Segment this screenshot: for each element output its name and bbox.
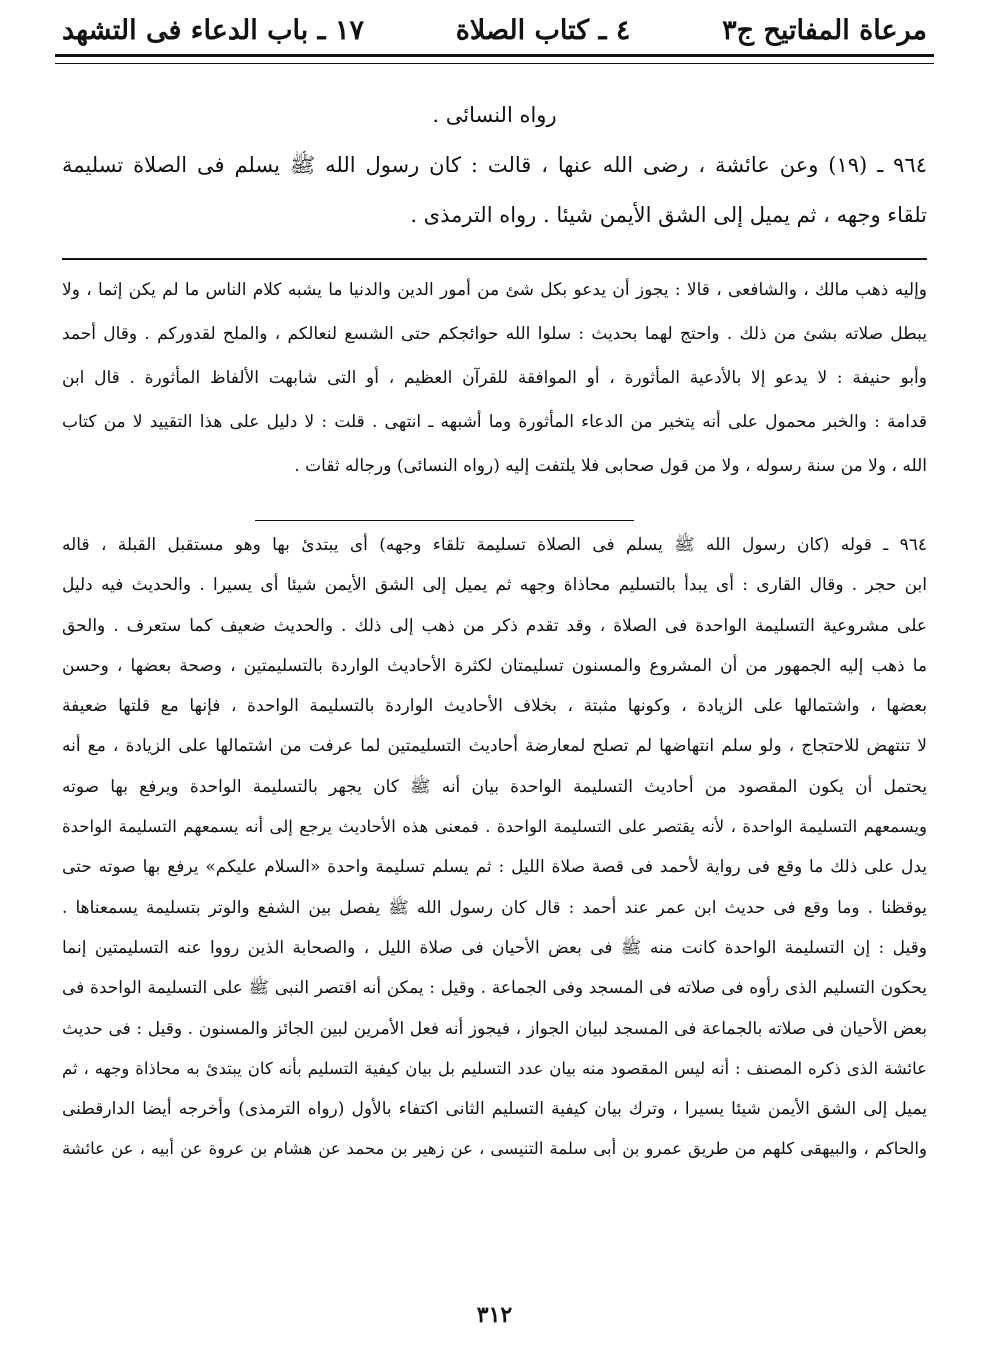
header-section: ١٧ ـ باب الدعاء فى التشهد <box>62 14 365 46</box>
commentary-line: ابن حجر . وقال القارى : أى يبدأ بالتسليم محاذاة وجهه ثم يميل إلى الشق الأيمن شيئا أى يسيرا . والحديث فيه دليل <box>62 575 927 596</box>
hadith-line: تلقاء وجهه ، ثم يميل إلى الشق الأيمن شيئا . رواه الترمذى . <box>410 203 927 227</box>
commentary-line: ٩٦٤ ـ قوله (كان رسول الله ﷺ يسلم فى الصلاة تسليمة تلقاء وجهه) أى يبتدئ بها وهو مستقبل القبلة ، قاله <box>62 535 927 555</box>
page-number: ٣١٢ <box>476 1302 513 1328</box>
commentary-line: بعض الأحيان فى صلاته بالجماعة فى المسجد لبيان الجواز ، فيجوز أنه فعل الأمرين لبين الجائز والمسنون . وقيل : فى حديث <box>62 1018 927 1039</box>
previous-hadith-source: رواه النسائى . <box>432 103 557 127</box>
commentary-line: الله ، ولا من سنة رسوله ، ولا من قول صحابى فلا يلتفت إليه (رواه النسائى) ورجاله ثقات . <box>294 456 927 476</box>
commentary-line: قدامة : والخبر محمول على أنه يتخير من الدعاء المأثورة وما أشبهه ـ انتهى . قلت : لا دليل على هذا التقييد لا من كتاب <box>62 412 927 432</box>
commentary-line: ويسمعهم التسليمة الواحدة ، لأنه يقتصر على التسليمة الواحدة . فمعنى هذه الأحاديث يرجع إلى أنه يسمعهم التسليمة الواحدة <box>62 817 927 837</box>
commentary-line: بعضها ، واشتمالها على الزيادة ، وكونها مثبتة ، بخلاف الأحاديث الواردة بالتسليمة الواحدة ، فإنها مع قلتها ضعيفة <box>62 696 927 717</box>
hadith-text <box>62 90 927 240</box>
commentary-line: والحاكم ، والبيهقى كلهم من طريق عمرو بن أبى سلمة التنيسى ، عن زهير بن محمد عن هشام بن عروة عن أبيه ، عن عائشة <box>62 1139 927 1159</box>
header-chapter: ٤ ـ كتاب الصلاة <box>455 14 631 46</box>
commentary-line: يحكون التسليم الذى رأوه فى صلاته فى المسجد وفى الجماعة . وقيل : يمكن أنه اقتصر النبى ﷺ على التسليمة الواحدة فى <box>62 978 927 999</box>
commentary-line: ما ذهب إليه الجمهور من أن المشروع والمسنون تسليمتان لكثرة الأحاديث الواردة بالتسليمتين ، وصحة بعضها ، وحسن <box>62 655 927 676</box>
commentary-line: يبطل صلاته بشئ من ذلك . واحتج لهما بحديث : سلوا الله حوائجكم حتى الشسع لنعالكم ، والملح لقدوركم . وقال أحمد <box>62 324 927 344</box>
running-header <box>62 10 927 50</box>
commentary-section-rule <box>255 520 634 521</box>
commentary-continued <box>62 268 927 488</box>
commentary-line: يميل إلى الشق الأيمن شيئا يسيرا ، وترك بيان كيفية التسليم الثانى اكتفاء بالأول (رواه الترمذى) وأخرجه أيضا الدارقطنى <box>62 1099 927 1120</box>
hadith-commentary-divider <box>62 258 927 260</box>
commentary-line: وإليه ذهب مالك ، والشافعى ، قالا : يجوز أن يدعو بكل شئ من أمور الدين والدنيا ما يشبه كلام الناس ما لم يكن إثما ، ولا <box>62 280 927 300</box>
commentary-line: وأبو حنيفة : لا يدعو إلا بالأدعية المأثورة ، أو الموافقة للقرآن العظيم ، أو التى شابهت الألفاظ المأثورة . قال ابن <box>62 368 927 388</box>
header-double-rule <box>55 54 934 64</box>
commentary-line: لا تنتهض للاحتجاج ، ولو سلم انتهاضها لم تصلح لمعارضة أحاديث التسليمتين لما عرفت من اشتمالها على الزيادة ، مع أنه <box>62 736 927 757</box>
commentary-line: عائشة الذى ذكره المصنف : أنه ليس المقصود منه بيان عدد التسليم بل بيان كيفية التسليم بأنه كان يبتدئ به محاذاة وجهه ، ثم <box>62 1058 927 1078</box>
hadith-line: ٩٦٤ ـ (١٩) وعن عائشة ، رضى الله عنها ، قالت : كان رسول الله ﷺ يسلم فى الصلاة تسليمة <box>62 153 927 177</box>
commentary-line: على مشروعية التسليمة الواحدة فى الصلاة ، وقد تقدم ذكر من ذهب إلى ذلك . والحديث ضعيف كما ستعرف . والحق <box>62 615 927 636</box>
commentary-line: يحتمل أن يكون المقصود من أحاديث التسليمة الواحدة بيان أنه ﷺ كان يجهر بالتسليمة الواحدة ويرفع بها صوته <box>62 776 927 797</box>
commentary-line: وقيل : إن التسليمة الواحدة كانت منه ﷺ فى بعض الأحيان فى صلاة الليل ، والصحابة الذين رووا عنه التسليمتين إنما <box>62 937 927 958</box>
commentary-line: يوقظنا . وما وقع فى حديث ابن عمر عند أحمد : قال كان رسول الله ﷺ يفصل بين الشفع والوتر بتسليمة يسمعناها . <box>62 897 927 918</box>
commentary-line: يدل على ذلك ما وقع فى رواية لأحمد فى قصة صلاة الليل : ثم يسلم تسليمة واحدة «السلام عليكم» يرفع بها صوته حتى <box>62 857 927 878</box>
header-book-title: مرعاة المفاتيح ج٣ <box>722 14 927 46</box>
commentary-hadith-964 <box>62 525 927 1170</box>
